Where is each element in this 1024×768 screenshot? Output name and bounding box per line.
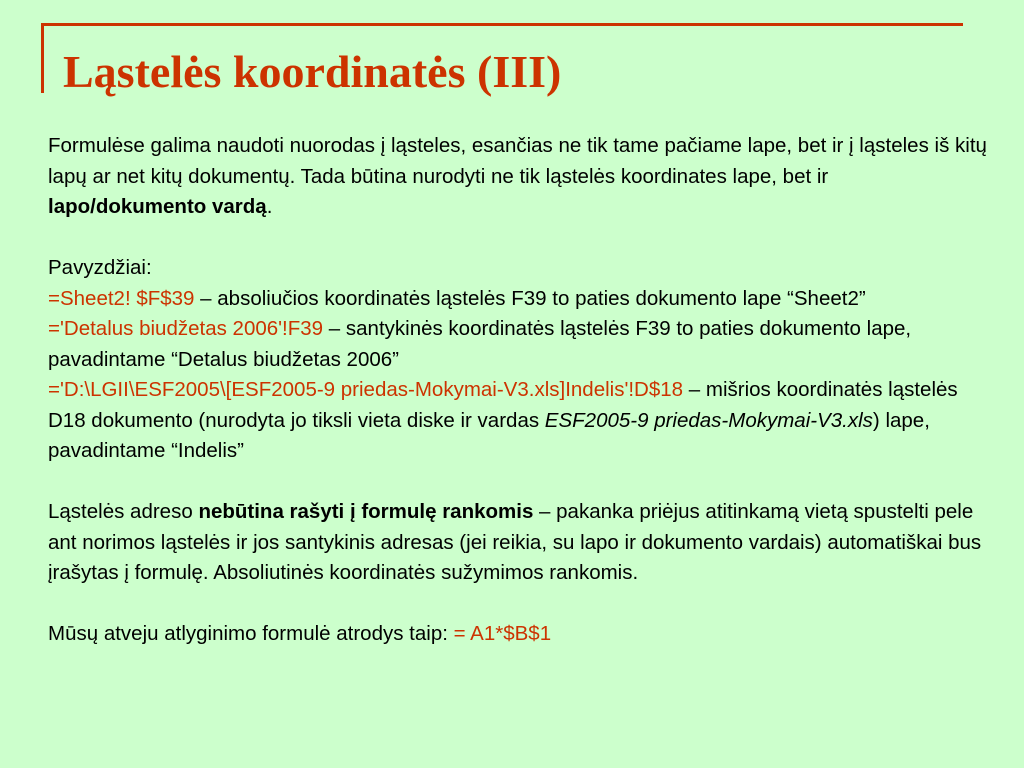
intro-bold-text: lapo/dokumento vardą [48,195,267,218]
spacer [48,589,988,620]
spacer [48,467,988,498]
intro-period: . [266,195,273,218]
example-item-3 [48,375,988,467]
example-desc-3-end: ) lape, pavadintame “Indelis” [48,408,930,462]
note-paragraph [48,497,988,589]
title-frame-left-line [41,23,44,93]
example-formula-2: ='Detalus biudžetas 2006'!F39 [48,317,324,340]
title-frame-top-line [41,23,963,26]
example-desc-2: – santykinės koordinatės ląstelės F39 to paties dokumento lape, pavadintame “Detalus biudžetas 2006” [48,317,912,371]
final-paragraph [48,619,988,650]
note-text: Ląstelės adreso [48,500,199,523]
note-bold-text: nebūtina rašyti į formulę rankomis [198,500,534,523]
slide-title: Ląstelės koordinatės (III) [63,46,562,97]
example-formula-1: =Sheet2! $F$39 [48,286,195,310]
example-filename: ESF2005-9 priedas-Mokymai-V3.xls [544,408,873,432]
final-text: Mūsų atveju atlyginimo formulė atrodys taip: [48,622,454,645]
intro-text: Formulėse galima naudoti nuorodas į ląsteles, esančias ne tik tame pačiame lape, bet ir į ląsteles iš kitų lapų ar net kitų dokumentų. Tada būtina nurodyti ne tik ląstelės koordinates lape, bet ir [48,134,987,188]
slide-body [48,131,988,650]
example-item-2 [48,314,988,375]
example-formula-3: ='D:\LGII\ESF2005\[ESF2005-9 priedas-Mokymai-V3.xls]Indelis'!D$18 [48,378,684,401]
examples-heading: Pavyzdžiai: [48,256,152,279]
note-text-end: – pakanka priėjus atitinkamą vietą spustelti pele ant norimos ląstelės ir jos santykinis adresas (jei reikia, su lapo ir dokumento vardais) automatiškai bus įrašytas į formulę. Absoliutinės koordinatės sužymimos rankomis. [48,500,982,584]
intro-paragraph [48,131,988,223]
final-formula: = A1*$B$1 [453,622,552,645]
example-item-1 [48,284,988,315]
example-desc-1: – absoliučios koordinatės ląstelės F39 to paties dokumento lape “Sheet2” [194,286,866,310]
spacer [48,223,988,254]
example-desc-3: – mišrios koordinatės ląstelės D18 dokumento (nurodyta jo tiksli vieta diske ir vardas [48,378,958,432]
